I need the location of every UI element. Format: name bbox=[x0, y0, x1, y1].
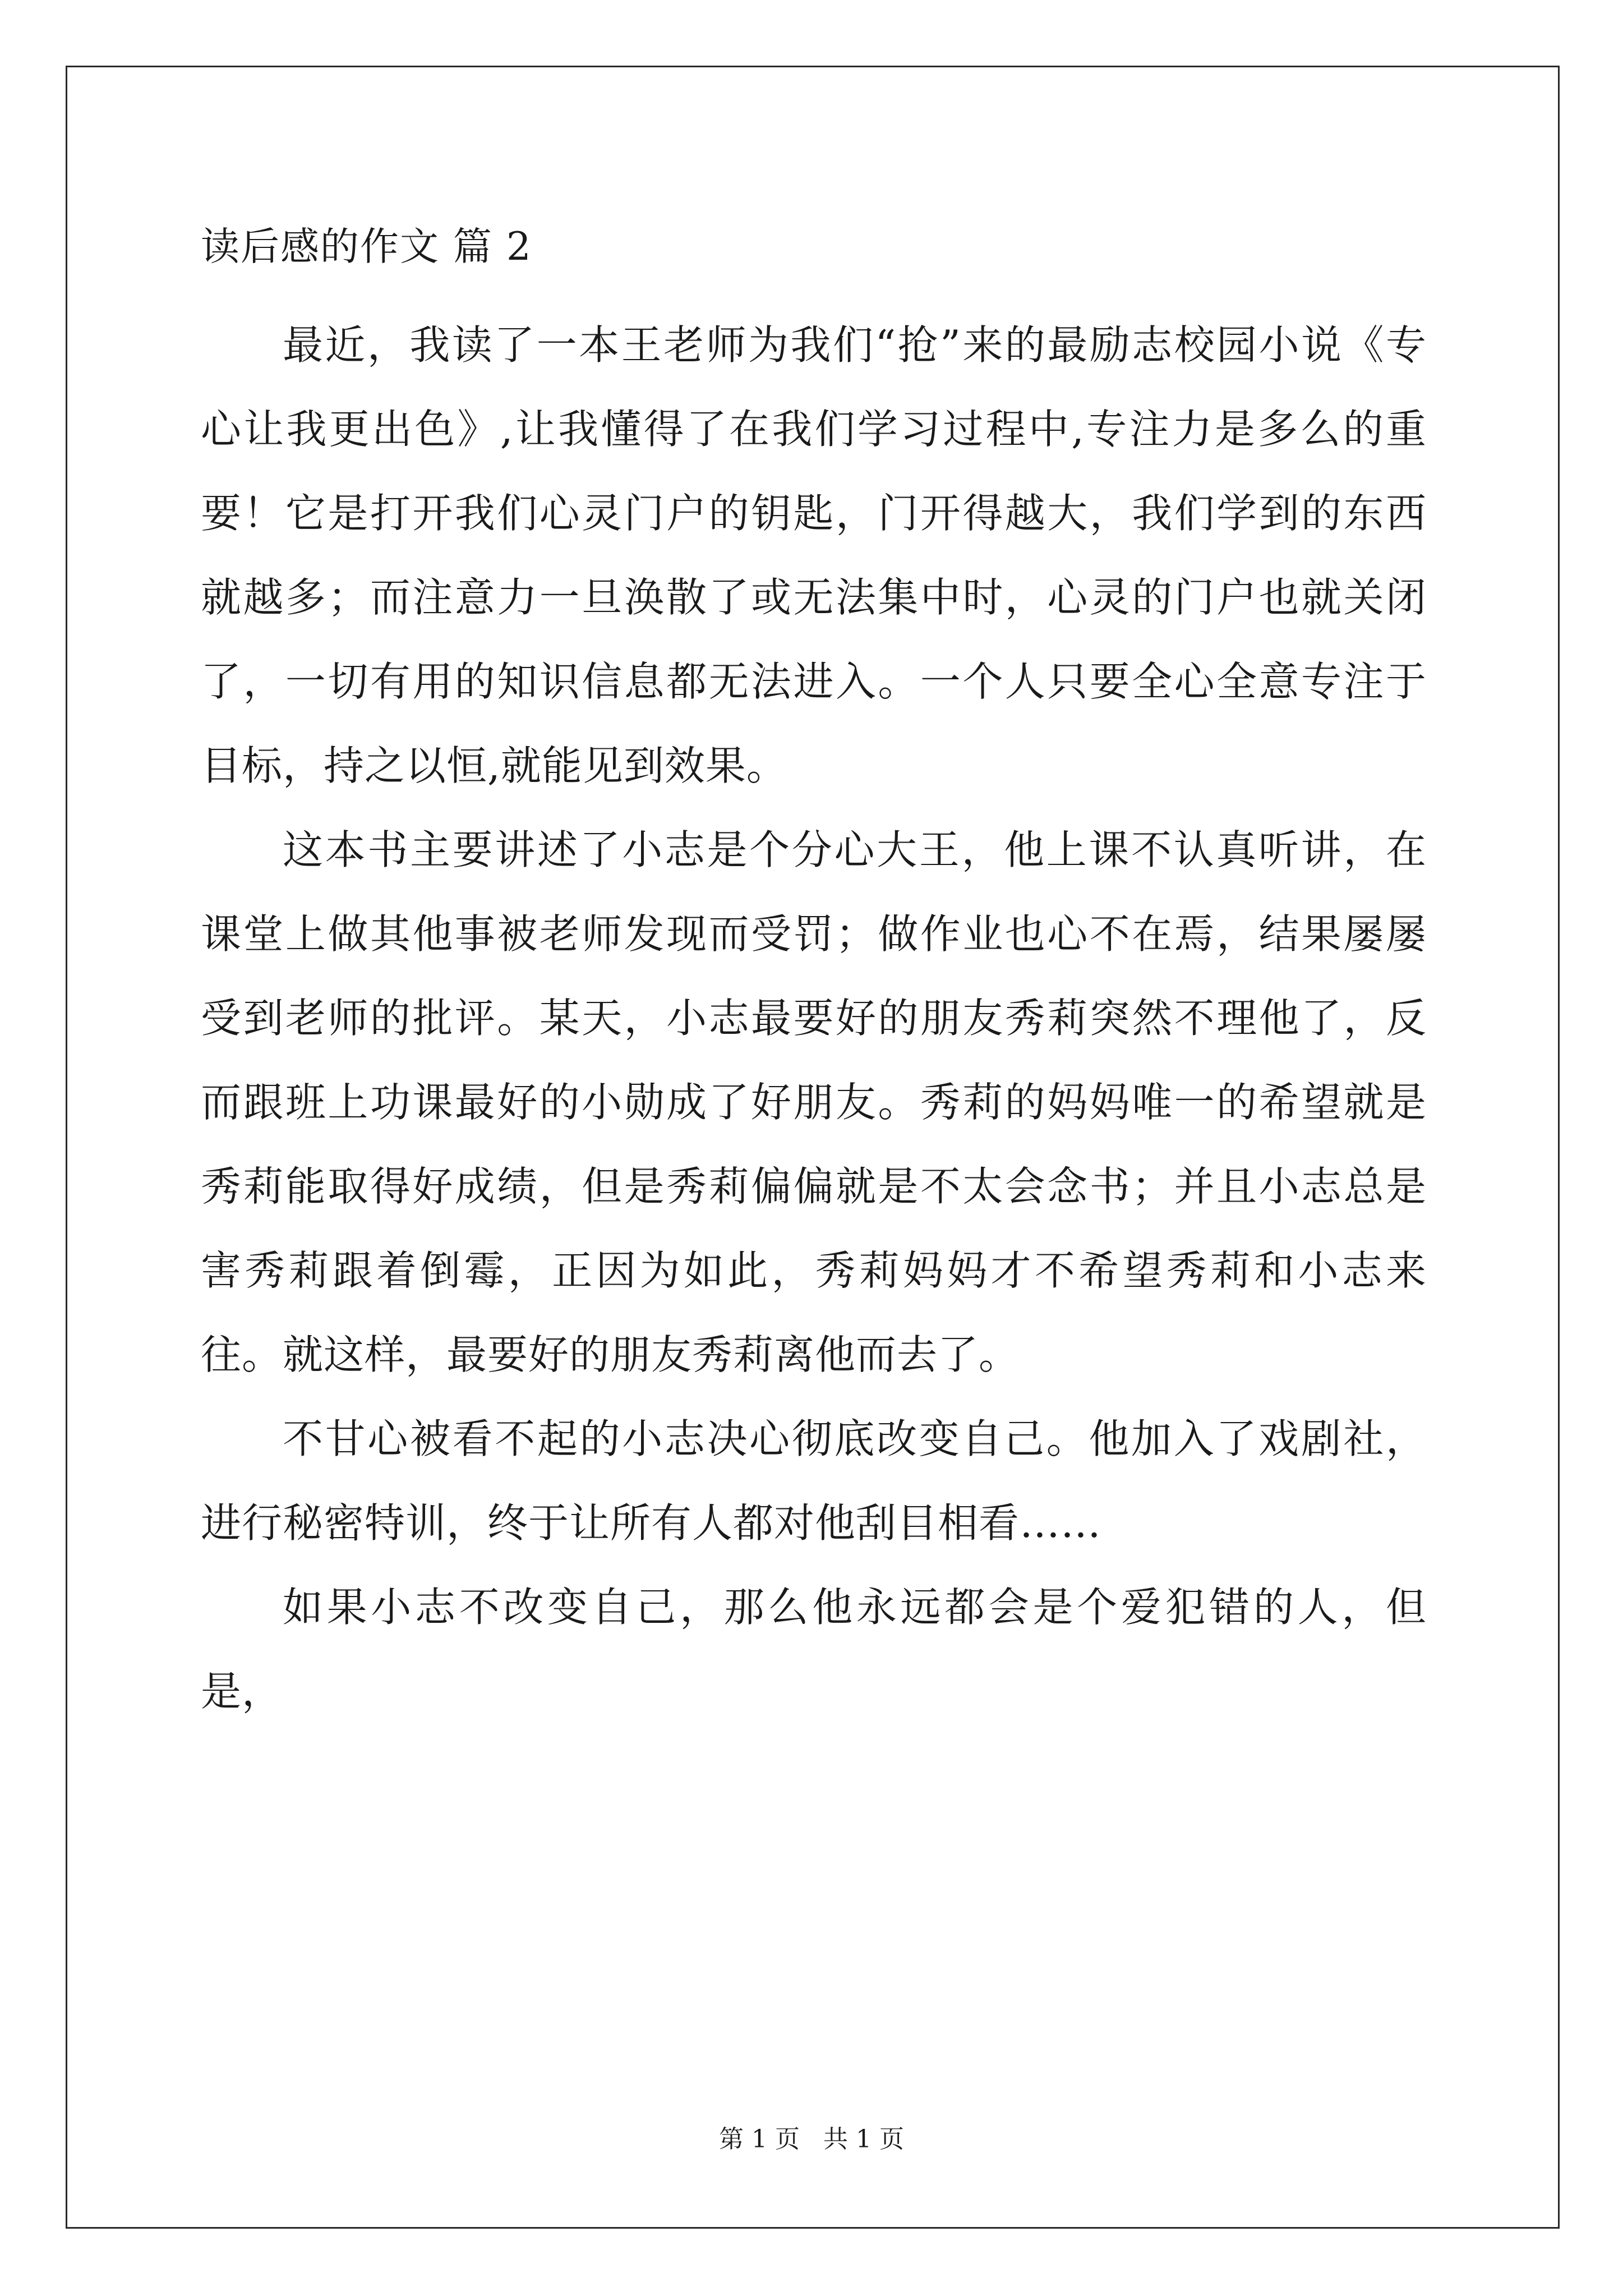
page-footer: 第 1 页 共 1 页 bbox=[719, 2125, 904, 2154]
paragraph-1: 最近，我读了一本王老师为我们“抢”来的最励志校园小说《专心让我更出色》,让我懂得了在我们学习过程中,专注力是多么的重要！它是打开我们心灵门户的钥匙，门开得越大，我们学到的东西就越多；而注意力一旦涣散了或无法集中时，心灵的门户也就关闭了，一切有用的知识信息都无法进入。一个人只要全心全意专注于目标，持之以恒,就能见到效果。 bbox=[201, 321, 1427, 789]
paragraph-4: 如果小志不改变自己，那么他永远都会是个爱犯错的人，但是， bbox=[201, 1584, 1427, 1715]
document-body bbox=[201, 213, 1427, 1733]
paragraph-2: 这本书主要讲述了小志是个分心大王，他上课不认真听讲，在课堂上做其他事被老师发现而受罚；做作业也心不在焉，结果屡屡受到老师的批评。某天，小志最要好的朋友秀莉突然不理他了，反而跟班上功课最好的小勋成了好朋友。秀莉的妈妈唯一的希望就是秀莉能取得好成绩，但是秀莉偏偏就是不太会念书；并且小志总是害秀莉跟着倒霉，正因为如此，秀莉妈妈才不希望秀莉和小志来往。就这样，最要好的朋友秀莉离他而去了。 bbox=[201, 826, 1427, 1378]
document-title: 读后感的作文 篇 2 bbox=[201, 224, 532, 269]
paragraph-3: 不甘心被看不起的小志决心彻底改变自己。他加入了戏剧社，进行秘密特训，终于让所有人都对他刮目相看…… bbox=[201, 1415, 1427, 1547]
